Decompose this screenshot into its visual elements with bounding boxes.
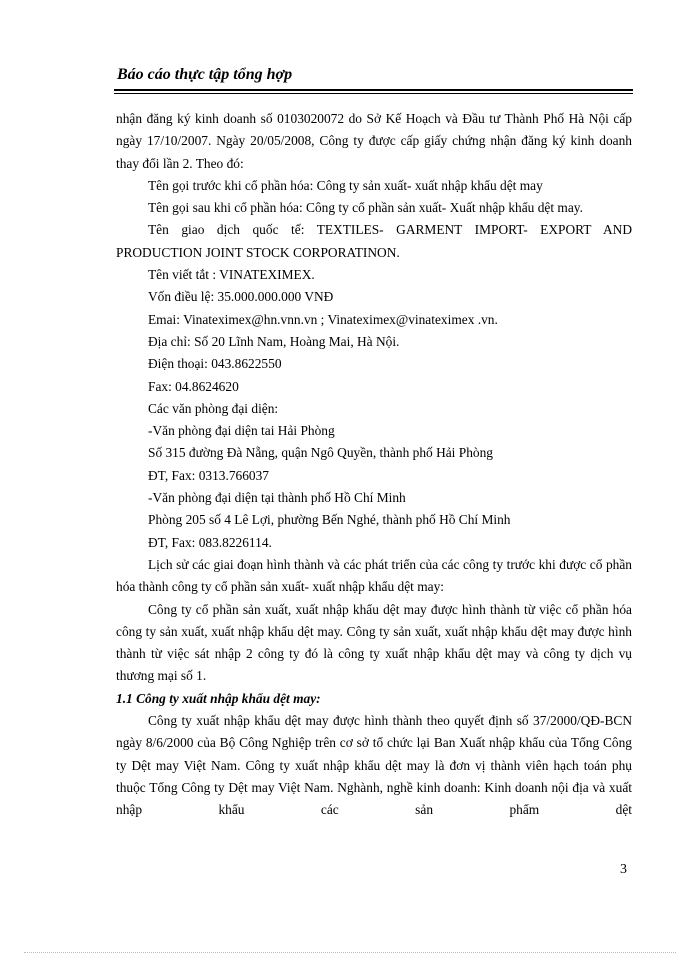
paragraph-abbreviation: Tên viết tắt : VINATEXIMEX. bbox=[148, 267, 315, 283]
paragraph-name-after: Tên gọi sau khi cổ phần hóa: Công ty cổ phần sản xuất- Xuất nhập khẩu dệt may. bbox=[148, 200, 583, 216]
section-heading: 1.1 Công ty xuất nhập khẩu dệt may: bbox=[116, 690, 321, 706]
paragraph-registration: nhận đăng ký kinh doanh số 0103020072 do Sở Kế Hoạch và Đầu tư Thành Phố Hà Nội cấp ngày 17/10/2007. Ngày 20/05/2008, Công ty được cấp giấy chứng nhận đăng ký kinh doanh thay đổi lần 2. Theo đó: bbox=[116, 111, 632, 171]
paragraph-formation: Công ty cổ phần sản xuất, xuất nhập khẩu dệt may được hình thành từ việc cổ phần hóa công ty sản xuất, xuất nhập khẩu dệt may. Công ty sản xuất, xuất nhập khẩu dệt may được hình thành từ việc sát nhập 2 công ty đó là công ty xuất nhập khẩu dệt may và công ty dịch vụ thương mại số 1. bbox=[116, 601, 632, 684]
paragraph-fax: Fax: 04.8624620 bbox=[148, 378, 239, 394]
paragraph-history: Lịch sử các giai đoạn hình thành và các phát triển của các công ty trước khi được cổ phần hóa thành công ty cổ phần sản xuất- xuất nhập khẩu dệt may: bbox=[116, 556, 632, 595]
paragraph-hai-phong-office: -Văn phòng đại diện tai Hải Phòng bbox=[148, 423, 335, 439]
paragraph-name-before: Tên gọi trước khi cổ phần hóa: Công ty sản xuất- xuất nhập khẩu dệt may bbox=[148, 177, 543, 193]
header-rule-thin bbox=[114, 93, 633, 94]
paragraph-charter-capital: Vốn điều lệ: 35.000.000.000 VNĐ bbox=[148, 289, 334, 305]
paragraph-hcm-address: Phòng 205 số 4 Lê Lợi, phường Bến Nghé, thành phố Hồ Chí Minh bbox=[148, 512, 511, 528]
paragraph-hai-phong-phone: ĐT, Fax: 0313.766037 bbox=[148, 467, 270, 483]
report-body bbox=[116, 108, 632, 822]
paragraph-phone: Điện thoại: 043.8622550 bbox=[148, 356, 282, 372]
paragraph-hcm-phone: ĐT, Fax: 083.8226114. bbox=[148, 534, 272, 550]
paragraph-international-name: Tên giao dịch quốc tế: TEXTILES- GARMENT IMPORT- EXPORT AND PRODUCTION JOINT STOCK CORPORATINON. bbox=[116, 222, 632, 260]
header-rule bbox=[114, 89, 633, 91]
report-header-title: Báo cáo thực tập tổng hợp bbox=[117, 66, 293, 83]
paragraph-rep-offices: Các văn phòng đại diện: bbox=[148, 400, 279, 416]
paragraph-email: Emai: Vinateximex@hn.vnn.vn ; Vinateximex@vinateximex .vn. bbox=[148, 311, 498, 327]
paragraph-hai-phong-address: Số 315 đường Đà Nẵng, quận Ngô Quyền, thành phố Hải Phòng bbox=[148, 445, 493, 461]
paragraph-hcm-office: -Văn phòng đại diện tại thành phố Hồ Chí Minh bbox=[148, 490, 406, 506]
page-number: 3 bbox=[620, 862, 627, 877]
page-bottom-border bbox=[24, 952, 676, 953]
paragraph-section-body: Công ty xuất nhập khẩu dệt may được hình thành theo quyết định số 37/2000/QĐ-BCN ngày 8/6/2000 của Bộ Công Nghiệp trên cơ sở tổ chức lại Ban Xuất nhập khẩu của Tổng Công ty Dệt may Việt Nam. Công ty xuất nhập khẩu dệt may là đơn vị thành viên hạch toán phụ thuộc Tổng Công ty Dệt may Việt Nam. Nghành, nghề kinh doanh: Kinh doanh nội địa và xuất nhập khẩu các sản phẩm dệt bbox=[116, 713, 632, 818]
paragraph-address: Địa chỉ: Số 20 Lĩnh Nam, Hoàng Mai, Hà Nội. bbox=[148, 333, 400, 349]
